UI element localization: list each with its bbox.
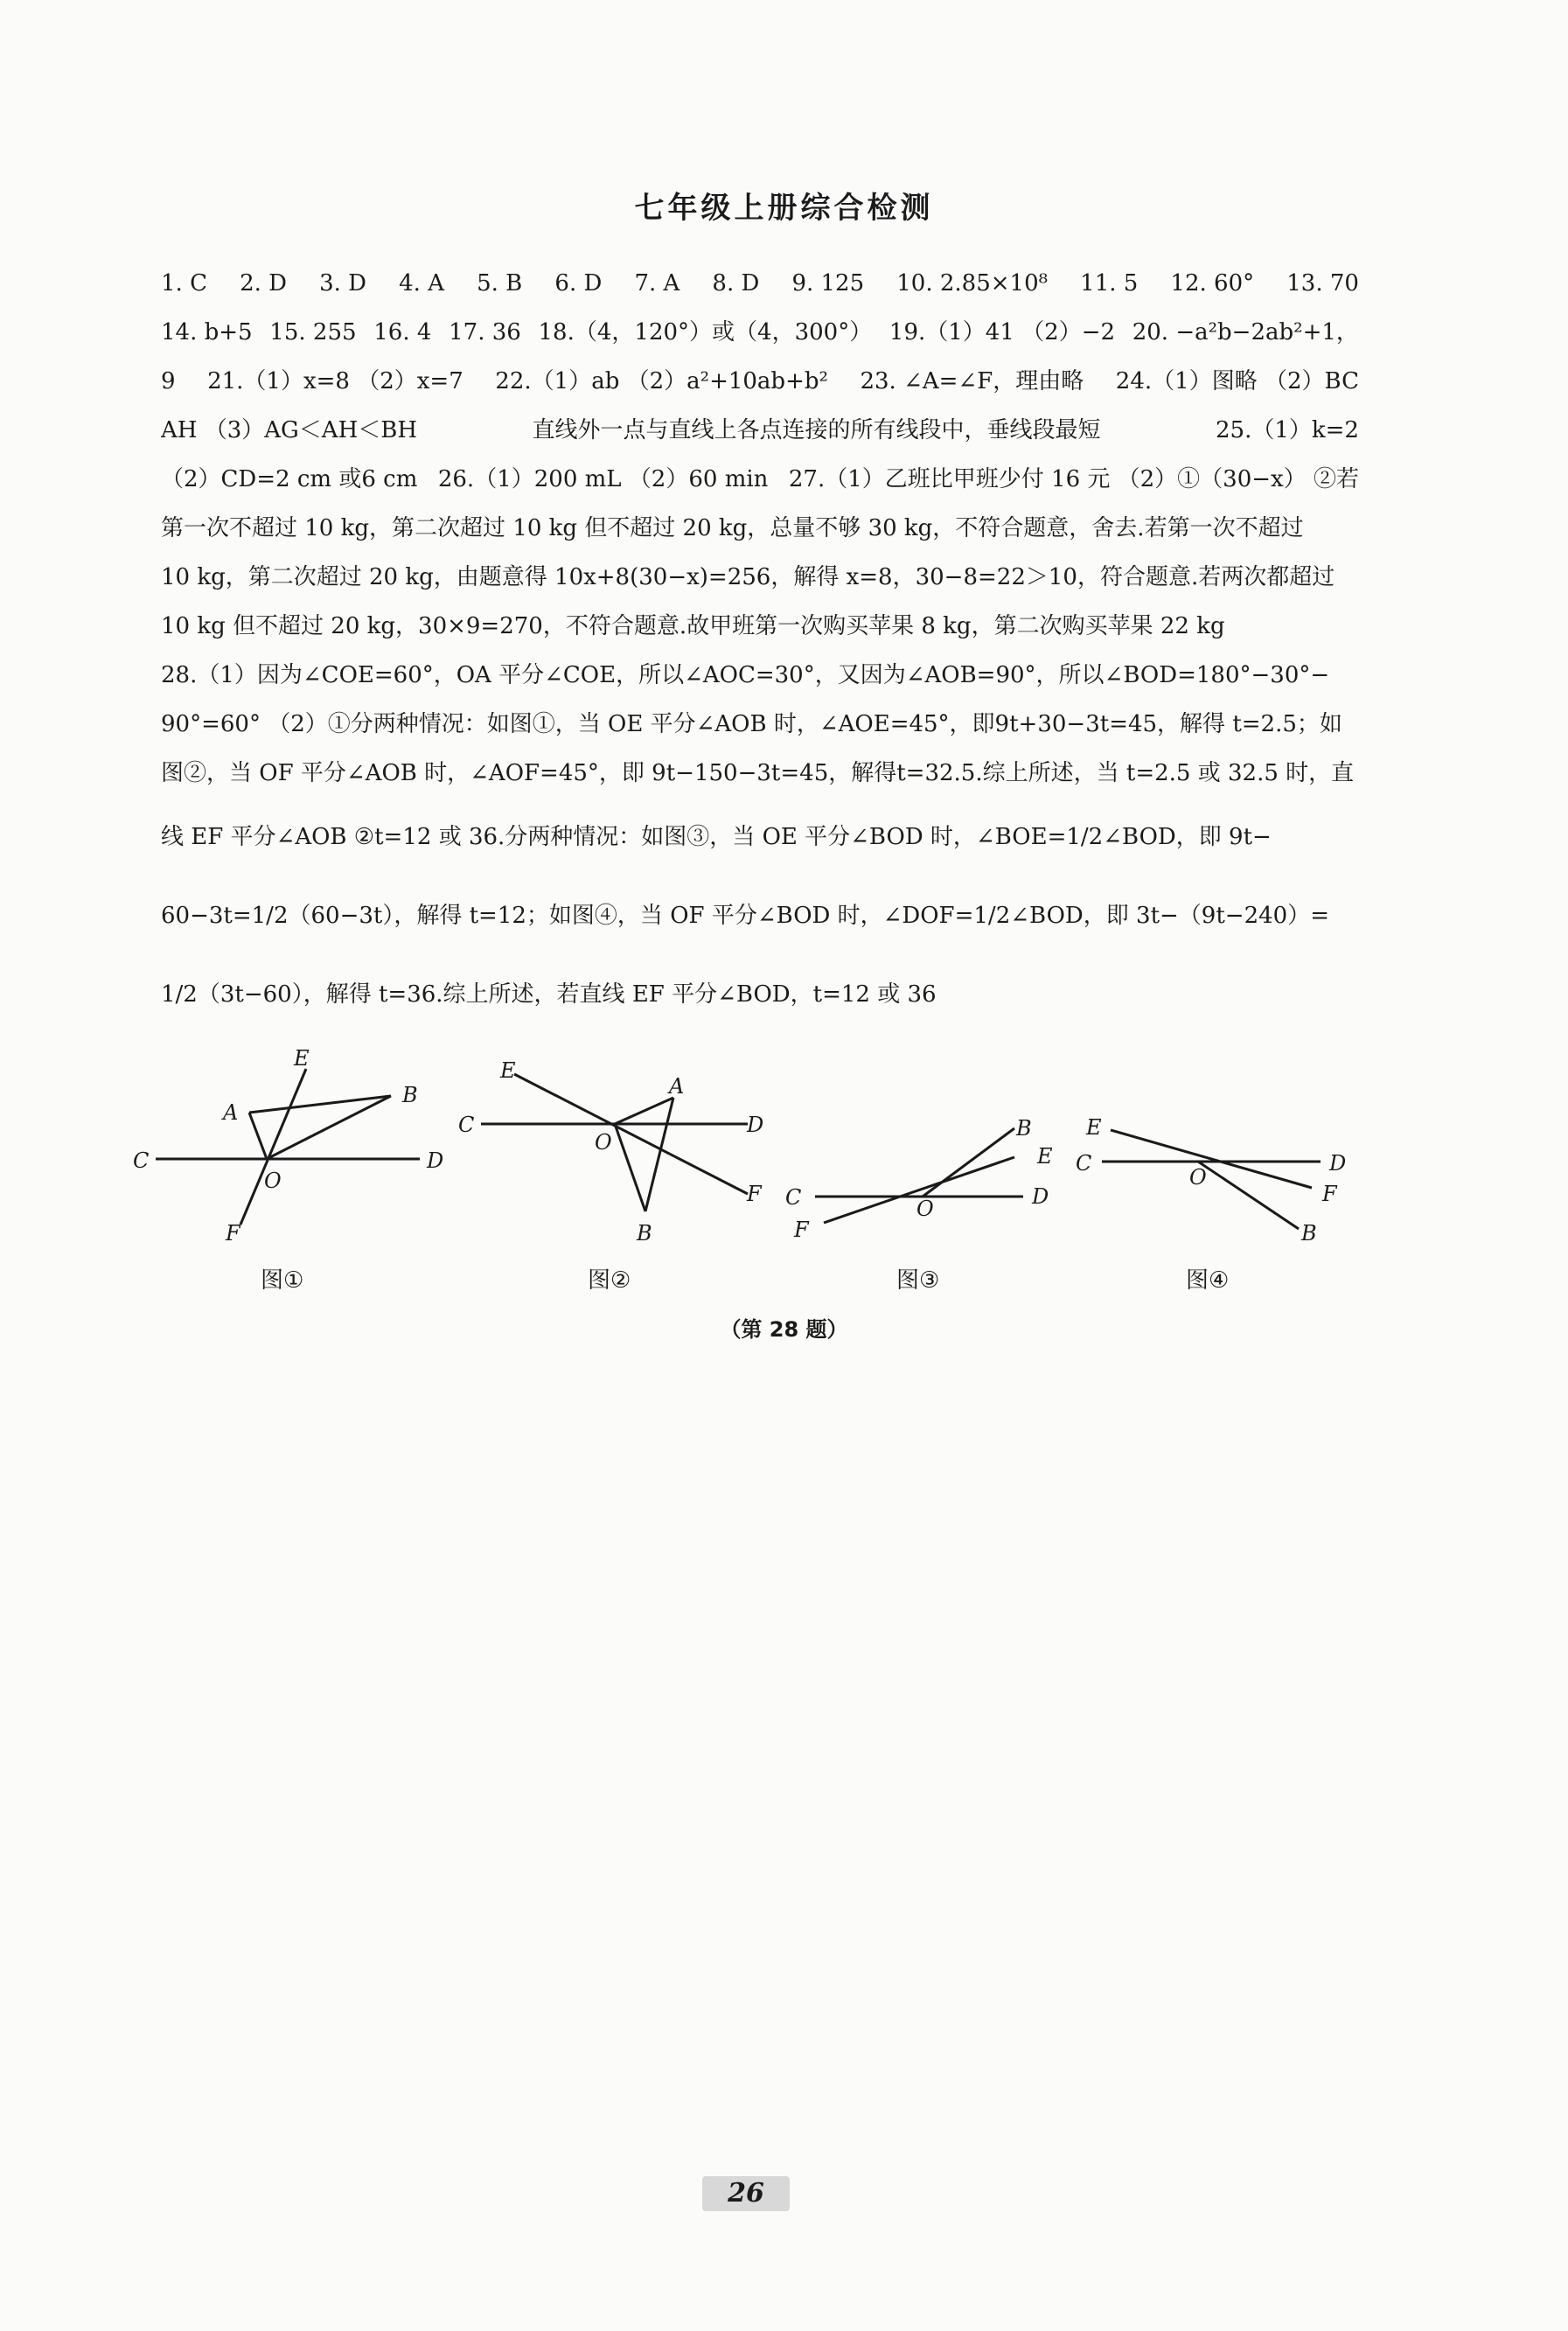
- page-title: 七年级上册综合检测: [634, 191, 934, 226]
- figure-3: [778, 1111, 1076, 1303]
- svg-text:B: B: [637, 1221, 652, 1246]
- svg-text:B: B: [1016, 1116, 1032, 1141]
- answer-line: 10 kg 但不超过 20 kg，30×9=270，不符合题意.故甲班第一次购买苹果 8 kg，第二次购买苹果 22 kg: [161, 613, 1225, 639]
- figure-2: [455, 1050, 787, 1303]
- answer-line: 1/2（3t−60），解得 t=36.综上所述，若直线 EF 平分∠BOD，t=12 或 36: [161, 981, 937, 1008]
- answer-line: 60−3t=1/2（60−3t），解得 t=12；如图④，当 OF 平分∠BOD 时，∠DOF=1/2∠BOD，即 3t−（9t−240）=: [161, 903, 1329, 929]
- svg-text:B: B: [402, 1083, 418, 1107]
- svg-text:C: C: [133, 1148, 150, 1173]
- svg-text:E: E: [500, 1058, 516, 1083]
- answer-line: 10 kg，第二次超过 20 kg，由题意得 10x+8(30−x)=256，解得 x=8，30−8=22＞10，符合题意.若两次都超过: [161, 564, 1335, 590]
- figure-4-label: 图④: [1186, 1267, 1230, 1294]
- svg-text:C: C: [458, 1113, 475, 1137]
- figure-4: [1067, 1111, 1364, 1303]
- svg-text:D: D: [1032, 1184, 1049, 1209]
- svg-text:F: F: [794, 1218, 809, 1242]
- answer-line: AH （3）AG＜AH＜BH 直线外一点与直线上各点连接的所有线段中，垂线段最短 25.（1）k=2: [161, 417, 1359, 443]
- svg-text:D: D: [1329, 1151, 1347, 1176]
- page-number: 26: [702, 2176, 790, 2211]
- svg-text:C: C: [785, 1185, 802, 1210]
- figure-caption: （第 28 题）: [720, 1317, 848, 1342]
- svg-text:C: C: [1076, 1151, 1092, 1176]
- svg-text:E: E: [1086, 1115, 1102, 1140]
- svg-text:E: E: [294, 1046, 310, 1071]
- answer-line: 14. b+5 15. 255 16. 4 17. 36 18.（4，120°）或（4，300°） 19.（1）41 （2）−2 20. −a²b−2ab²+1，: [161, 319, 1359, 345]
- answer-line: 线 EF 平分∠AOB ②t=12 或 36.分两种情况：如图③，当 OE 平分∠BOD 时，∠BOE=1/2∠BOD，即 9t−: [161, 824, 1272, 850]
- svg-text:O: O: [264, 1169, 282, 1193]
- svg-text:A: A: [669, 1074, 685, 1099]
- svg-text:E: E: [1037, 1144, 1053, 1169]
- answer-line: 图②，当 OF 平分∠AOB 时，∠AOF=45°，即 9t−150−3t=45，解得t=32.5.综上所述，当 t=2.5 或 32.5 时，直: [161, 760, 1355, 786]
- svg-text:O: O: [916, 1197, 934, 1221]
- figure-1: [131, 1041, 463, 1303]
- figure-1-label: 图①: [261, 1267, 304, 1294]
- svg-text:F: F: [1322, 1182, 1337, 1206]
- svg-text:F: F: [747, 1182, 762, 1206]
- svg-text:F: F: [226, 1221, 240, 1246]
- figure-2-label: 图②: [588, 1267, 631, 1294]
- answer-line: 28.（1）因为∠COE=60°，OA 平分∠COE，所以∠AOC=30°，又因为∠AOB=90°，所以∠BOD=180°−30°−: [161, 662, 1330, 688]
- answer-line: 9 21.（1）x=8 （2）x=7 22.（1）ab （2）a²+10ab+b² 23. ∠A=∠F，理由略 24.（1）图略 （2）BC: [161, 368, 1359, 394]
- svg-text:A: A: [223, 1100, 239, 1125]
- svg-text:O: O: [595, 1130, 612, 1155]
- answer-line: 第一次不超过 10 kg，第二次超过 10 kg 但不超过 20 kg，总量不够 30 kg，不符合题意，舍去.若第一次不超过: [161, 515, 1304, 541]
- svg-text:D: D: [427, 1148, 444, 1173]
- svg-text:D: D: [747, 1113, 764, 1137]
- answer-line: （2）CD=2 cm 或6 cm 26.（1）200 mL （2）60 min 27.（1）乙班比甲班少付 16 元 （2）①（30−x） ②若: [161, 466, 1359, 492]
- svg-text:B: B: [1301, 1221, 1317, 1246]
- answer-line: 1. C 2. D 3. D 4. A 5. B 6. D 7. A 8. D 9. 125 10. 2.85×10⁸ 11. 5 12. 60° 13. 70: [161, 270, 1359, 297]
- figure-3-label: 图③: [896, 1267, 940, 1294]
- answer-line: 90°=60° （2）①分两种情况：如图①，当 OE 平分∠AOB 时，∠AOE=45°，即9t+30−3t=45，解得 t=2.5；如: [161, 711, 1342, 737]
- answer-block: [161, 259, 1359, 1034]
- svg-text:O: O: [1189, 1165, 1207, 1190]
